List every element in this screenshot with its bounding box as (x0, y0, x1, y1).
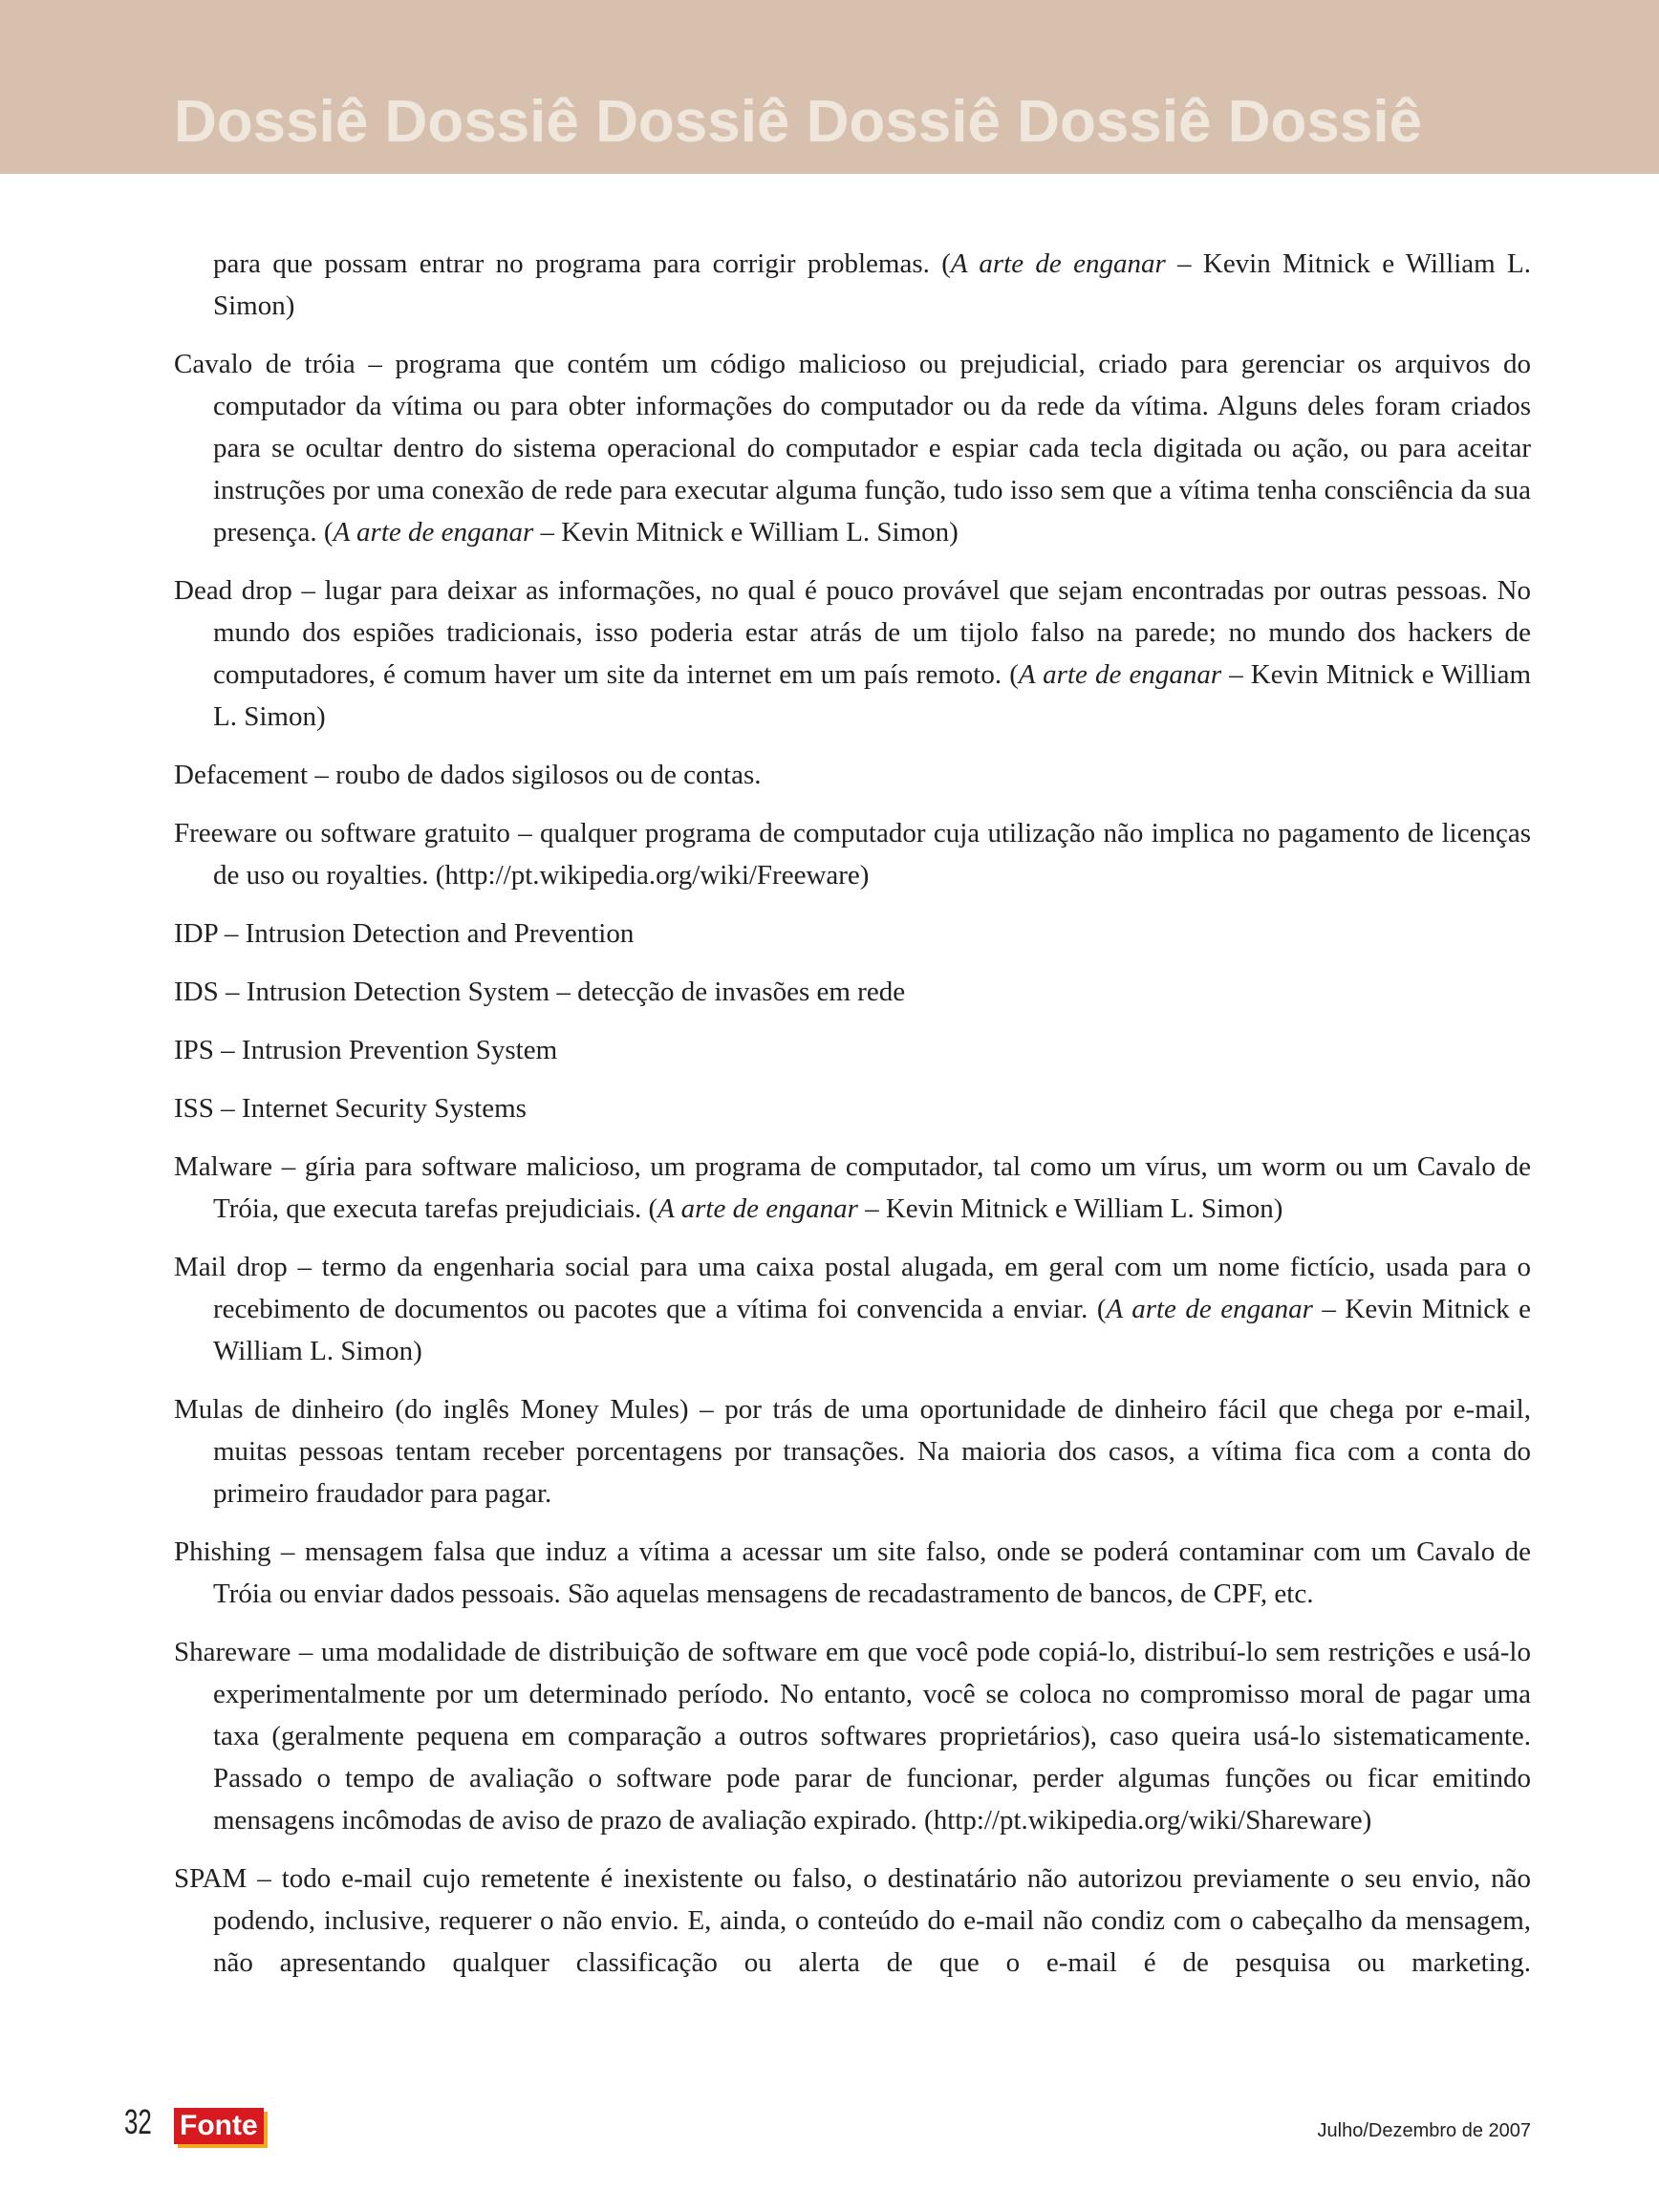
glossary-body (174, 243, 1531, 2000)
entry-source: – Kevin Mitnick e William L. Simon) (213, 659, 1532, 732)
glossary-entry-mail-drop (174, 1246, 1531, 1372)
header-banner (0, 0, 1659, 174)
glossary-entry-defacement: Defacement – roubo de dados sigilosos ou de contas. (174, 760, 762, 790)
entry-text: Malware – gíria para software malicioso, um programa de computador, tal como um vírus, um worm ou um Cavalo de Tróia, que executa tarefas prejudiciais. ( (174, 1151, 1531, 1224)
source-title: A arte de enganar (1106, 1294, 1313, 1324)
entry-text: Dead drop – lugar para deixar as informações, no qual é pouco provável que sejam encontradas por outras pessoas. No mundo dos espiões tradicionais, isso poderia estar atrás de um tijolo falso na parede; no mundo dos hackers de computadores, é comum haver um site da internet em um país remoto. ( (174, 575, 1531, 690)
source-title: A arte de enganar (657, 1193, 858, 1224)
entry-source: – Kevin Mitnick e William L. Simon) (213, 1294, 1531, 1366)
entry-text: Mail drop – termo da engenharia social para uma caixa postal alugada, em geral com um nome fictício, usada para o recebimento de documentos ou pacotes que a vítima foi convencida a enviar. ( (174, 1252, 1531, 1324)
glossary-entry-malware (174, 1146, 1531, 1230)
glossary-entry-ips: IPS – Intrusion Prevention System (174, 1035, 558, 1065)
glossary-entry-shareware: Shareware – uma modalidade de distribuição de software em que você pode copiá-lo, distribuí-lo sem restrições e usá-lo experimentalmente por um determinado período. No entanto, você se coloca no compromisso moral de pagar uma taxa (geralmente pequena em comparação a outros softwares proprietários), caso queira usá-lo sistematicamente. Passado o tempo de avaliação o software pode parar de funcionar, perder algumas funções ou ficar emitindo mensagens incômodas de aviso de prazo de avaliação expirado. (http://pt.wikipedia.org/wiki/Shareware) (174, 1637, 1531, 1836)
glossary-entry-freeware: Freeware ou software gratuito – qualquer programa de computador cuja utilização não implica no pagamento de licenças de uso ou royalties. (http://pt.wikipedia.org/wiki/Freeware) (174, 818, 1531, 891)
glossary-entry-cavalo-de-troia (174, 343, 1531, 553)
glossary-entry-phishing: Phishing – mensagem falsa que induz a vítima a acessar um site falso, onde se poderá contaminar com um Cavalo de Tróia ou enviar dados pessoais. São aquelas mensagens de recadastramento de bancos, de CPF, etc. (174, 1536, 1531, 1609)
glossary-entry-idp: IDP – Intrusion Detection and Prevention (174, 918, 635, 949)
entry-text: para que possam entrar no programa para corrigir problemas. ( (213, 248, 951, 279)
glossary-entry-mulas-de-dinheiro: Mulas de dinheiro (do inglês Money Mules) – por trás de uma oportunidade de dinheiro fácil que chega por e-mail, muitas pessoas tentam receber porcentagens por transações. Na maioria dos casos, a vítima fica com a conta do primeiro fraudador para pagar. (174, 1394, 1531, 1509)
glossary-entry-spam: SPAM – todo e-mail cujo remetente é inexistente ou falso, o destinatário não autorizou previamente o seu envio, não podendo, inclusive, requerer o não envio. E, ainda, o conteúdo do e-mail não condiz com o cabeçalho da mensagem, não apresentando qualquer classificação ou alerta de que o e-mail é de pesquisa ou marketing. (174, 1863, 1531, 1978)
entry-source: – Kevin Mitnick e William L. Simon) (533, 517, 959, 548)
glossary-entry-dead-drop (174, 569, 1531, 738)
glossary-entry-ids: IDS – Intrusion Detection System – detecção de invasões em rede (174, 977, 906, 1007)
entry-text: Cavalo de tróia – programa que contém um código malicioso ou prejudicial, criado para gerenciar os arquivos do computador da vítima ou para obter informações do computador ou da rede da vítima. Alguns deles foram criados para se ocultar dentro do sistema operacional do computador e espiar cada tecla digitada ou ação, ou para aceitar instruções por uma conexão de rede para executar alguma função, tudo isso sem que a vítima tenha consciência da sua presença. ( (174, 349, 1531, 548)
entry-source: – Kevin Mitnick e William L. Simon) (213, 248, 1531, 321)
source-title: A arte de enganar (950, 248, 1166, 279)
glossary-entry-iss: ISS – Internet Security Systems (174, 1093, 527, 1124)
section-title: Dossiê Dossiê Dossiê Dossiê Dossiê Dossiê (174, 89, 1423, 155)
source-title: A arte de enganar (333, 517, 534, 548)
issue-date: Julho/Dezembro de 2007 (1317, 2120, 1531, 2141)
page-number: 32 (124, 2102, 152, 2141)
glossary-entry-continuation (174, 243, 1531, 327)
source-title: A arte de enganar (1018, 659, 1222, 690)
magazine-logo: Fonte (174, 2108, 264, 2144)
entry-source: – Kevin Mitnick e William L. Simon) (857, 1193, 1283, 1224)
